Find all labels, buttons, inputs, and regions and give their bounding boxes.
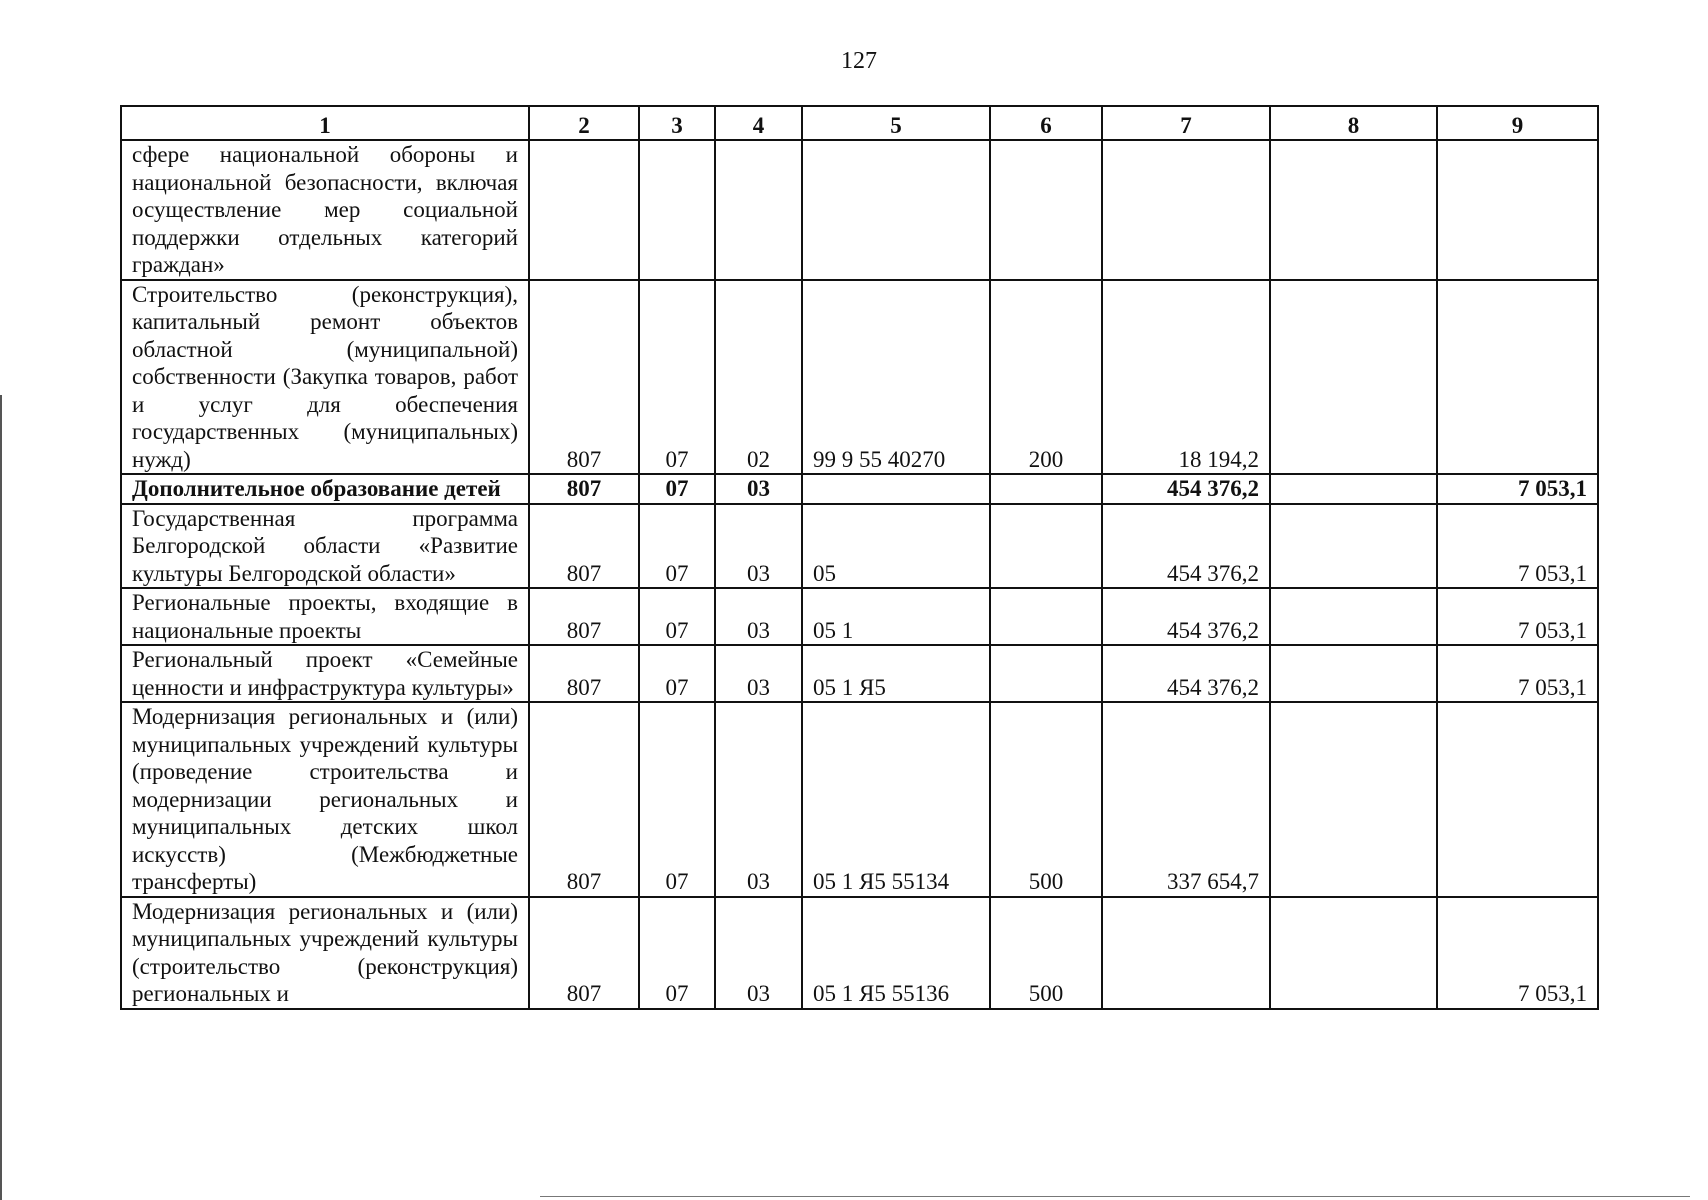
cell-col-9: [1437, 702, 1598, 897]
cell-col-5: [802, 140, 990, 280]
cell-col-2: [529, 140, 639, 280]
column-header: 4: [715, 106, 802, 140]
cell-col-9: 7 053,1: [1437, 645, 1598, 702]
cell-col-5: 05 1 Я5: [802, 645, 990, 702]
cell-col-7: 454 376,2: [1102, 588, 1270, 645]
table-row: [121, 280, 1598, 475]
cell-col-7: [1102, 140, 1270, 280]
cell-col-2: 807: [529, 588, 639, 645]
cell-col-3: [639, 140, 715, 280]
cell-col-9: 7 053,1: [1437, 588, 1598, 645]
cell-col-9: [1437, 140, 1598, 280]
cell-col-2: 807: [529, 474, 639, 504]
cell-col-2: 807: [529, 280, 639, 475]
row-name-cell: Модернизация региональных и (или) муниципальных учреждений культуры (строительство (реконструкция) региональных и: [121, 897, 529, 1009]
column-header: 5: [802, 106, 990, 140]
table-row: [121, 702, 1598, 897]
cell-col-6: [990, 504, 1102, 589]
row-name-cell: Региональный проект «Семейные ценности и инфраструктура культуры»: [121, 645, 529, 702]
cell-col-2: 807: [529, 702, 639, 897]
table-header-row: [121, 106, 1598, 140]
cell-col-9: 7 053,1: [1437, 504, 1598, 589]
cell-col-5: 05 1: [802, 588, 990, 645]
cell-col-4: 03: [715, 702, 802, 897]
cell-col-8: [1270, 588, 1437, 645]
cell-col-3: 07: [639, 280, 715, 475]
cell-col-8: [1270, 474, 1437, 504]
row-name-cell: Государственная программа Белгородской области «Развитие культуры Белгородской области»: [121, 504, 529, 589]
table-row: [121, 897, 1598, 1009]
page-number: 127: [841, 48, 877, 74]
cell-col-9: 7 053,1: [1437, 474, 1598, 504]
row-name-cell: Региональные проекты, входящие в национальные проекты: [121, 588, 529, 645]
cell-col-3: 07: [639, 474, 715, 504]
cell-col-8: [1270, 645, 1437, 702]
cell-col-4: 03: [715, 504, 802, 589]
table-row: [121, 645, 1598, 702]
cell-col-9: 7 053,1: [1437, 897, 1598, 1009]
cell-col-4: 02: [715, 280, 802, 475]
cell-col-8: [1270, 504, 1437, 589]
cell-col-7: 18 194,2: [1102, 280, 1270, 475]
cell-col-4: 03: [715, 474, 802, 504]
table-row-section: [121, 474, 1598, 504]
cell-col-7: [1102, 897, 1270, 1009]
table-row: [121, 588, 1598, 645]
cell-col-6: 500: [990, 702, 1102, 897]
cell-col-6: 500: [990, 897, 1102, 1009]
column-header: 1: [121, 106, 529, 140]
row-name-cell: Дополнительное образование детей: [121, 474, 529, 504]
cell-col-2: 807: [529, 504, 639, 589]
row-name-cell: Строительство (реконструкция), капитальный ремонт объектов областной (муниципальной) собственности (Закупка товаров, работ и услуг для обеспечения государственных (муниципальных) нужд): [121, 280, 529, 475]
cell-col-3: 07: [639, 897, 715, 1009]
cell-col-3: 07: [639, 504, 715, 589]
column-header: 9: [1437, 106, 1598, 140]
column-header: 8: [1270, 106, 1437, 140]
cell-col-7: 337 654,7: [1102, 702, 1270, 897]
cell-col-5: 99 9 55 40270: [802, 280, 990, 475]
cell-col-3: 07: [639, 702, 715, 897]
cell-col-5: [802, 474, 990, 504]
scan-left-edge: [0, 395, 2, 1200]
cell-col-8: [1270, 280, 1437, 475]
budget-table: [120, 105, 1599, 1010]
cell-col-4: 03: [715, 897, 802, 1009]
cell-col-6: [990, 140, 1102, 280]
cell-col-5: 05 1 Я5 55136: [802, 897, 990, 1009]
cell-col-7: 454 376,2: [1102, 645, 1270, 702]
cell-col-2: 807: [529, 645, 639, 702]
cell-col-2: 807: [529, 897, 639, 1009]
table-row: [121, 504, 1598, 589]
column-header: 2: [529, 106, 639, 140]
cell-col-8: [1270, 140, 1437, 280]
column-header: 3: [639, 106, 715, 140]
column-header: 7: [1102, 106, 1270, 140]
column-header: 6: [990, 106, 1102, 140]
table-row: [121, 140, 1598, 280]
row-name-cell: Модернизация региональных и (или) муниципальных учреждений культуры (проведение строительства и модернизации региональных и муниципальных детских школ искусств) (Межбюджетные трансферты): [121, 702, 529, 897]
cell-col-8: [1270, 702, 1437, 897]
cell-col-4: [715, 140, 802, 280]
cell-col-5: 05 1 Я5 55134: [802, 702, 990, 897]
cell-col-3: 07: [639, 645, 715, 702]
scan-bottom-rule: [540, 1196, 1690, 1197]
cell-col-8: [1270, 897, 1437, 1009]
cell-col-7: 454 376,2: [1102, 474, 1270, 504]
cell-col-7: 454 376,2: [1102, 504, 1270, 589]
cell-col-6: [990, 645, 1102, 702]
cell-col-5: 05: [802, 504, 990, 589]
cell-col-3: 07: [639, 588, 715, 645]
cell-col-6: 200: [990, 280, 1102, 475]
row-name-cell: сфере национальной обороны и национальной безопасности, включая осуществление мер социальной поддержки отдельных категорий граждан»: [121, 140, 529, 280]
cell-col-9: [1437, 280, 1598, 475]
cell-col-6: [990, 474, 1102, 504]
cell-col-4: 03: [715, 588, 802, 645]
cell-col-4: 03: [715, 645, 802, 702]
cell-col-6: [990, 588, 1102, 645]
